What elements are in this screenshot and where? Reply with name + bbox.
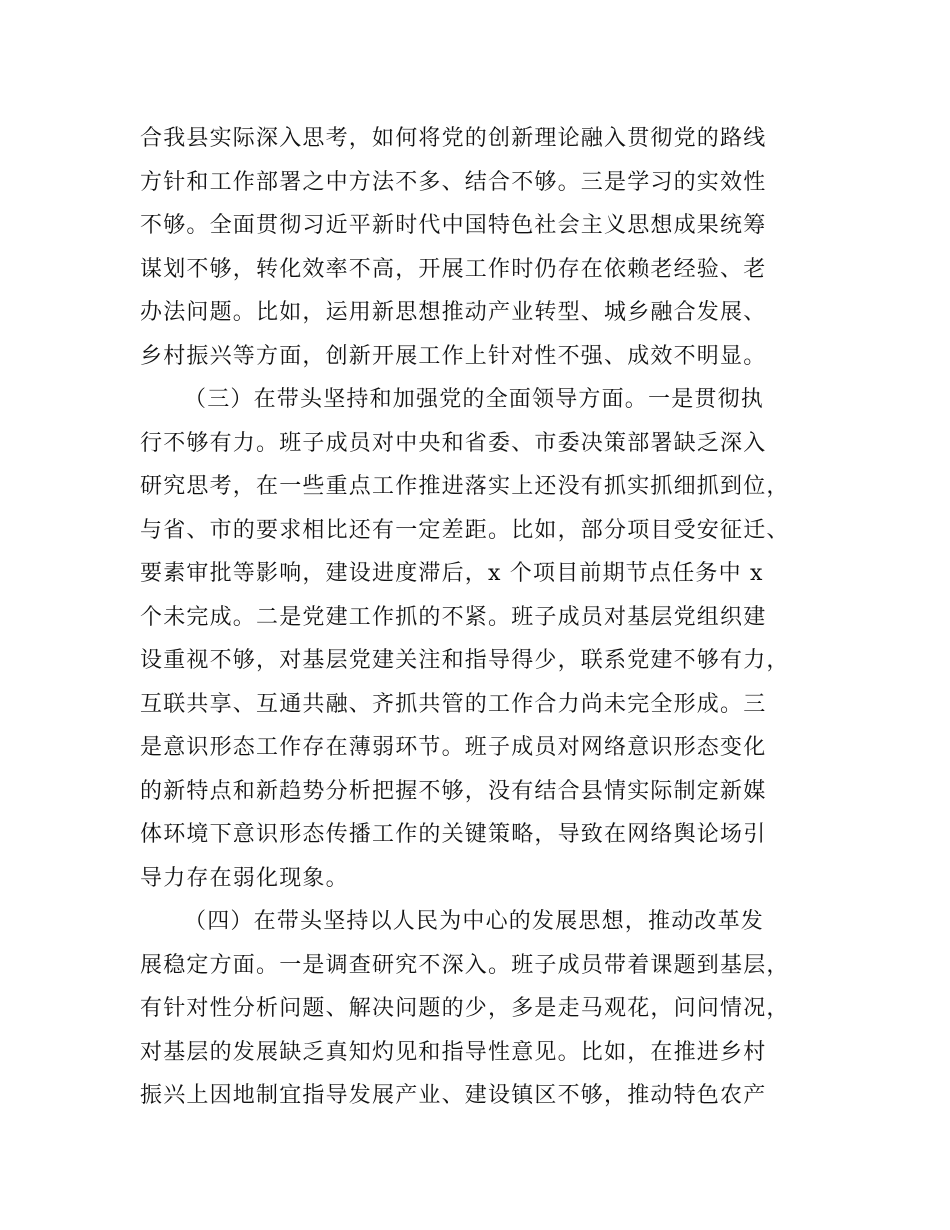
text-line: 体环境下意识形态传播工作的关键策略，导致在网络舆论场引 — [140, 822, 767, 847]
text-line: 对基层的发展缺乏真知灼见和指导性意见。比如，在推进乡村 — [140, 1039, 767, 1065]
section-heading-line: （四）在带头坚持以人民为中心的发展思想，推动改革发 — [184, 909, 765, 934]
text-line: 合我县实际深入思考，如何将党的创新理论融入贯彻党的路线 — [140, 126, 767, 151]
text-line: 研究思考，在一些重点工作推进落实上还没有抓实抓细抓到位， — [140, 474, 790, 499]
document-body — [140, 117, 840, 1118]
text-line: 互联共享、互通共融、齐抓共管的工作合力尚未完全形成。三 — [140, 691, 767, 717]
text-line: 设重视不够，对基层党建关注和指导得少，联系党建不够有力， — [140, 648, 790, 673]
text-line: 是意识形态工作存在薄弱环节。班子成员对网络意识形态变化 — [140, 735, 767, 760]
text-line: 行不够有力。班子成员对中央和省委、市委决策部署缺乏深入 — [140, 430, 767, 456]
text-line: 不够。全面贯彻习近平新时代中国特色社会主义思想成果统筹 — [140, 213, 767, 238]
text-line: 的新特点和新趋势分析把握不够，没有结合县情实际制定新媒 — [140, 778, 767, 804]
text-line: 谋划不够，转化效率不高，开展工作时仍存在依赖老经验、老 — [140, 256, 767, 282]
text-line: 与省、市的要求相比还有一定差距。比如，部分项目受安征迁、 — [140, 517, 790, 543]
section-heading-line: （三）在带头坚持和加强党的全面领导方面。一是贯彻执 — [184, 387, 765, 412]
text-line: 振兴上因地制宜指导发展产业、建设镇区不够，推动特色农产 — [140, 1083, 767, 1108]
text-line: 要素审批等影响，建设进度滞后，x 个项目前期节点任务中 x — [140, 561, 764, 586]
text-line: 办法问题。比如，运用新思想推动产业转型、城乡融合发展、 — [140, 300, 767, 325]
text-line: 有针对性分析问题、解决问题的少，多是走马观花，问问情况， — [140, 996, 790, 1021]
text-line: 展稳定方面。一是调查研究不深入。班子成员带着课题到基层， — [140, 952, 790, 978]
text-line: 方针和工作部署之中方法不多、结合不够。三是学习的实效性 — [140, 169, 767, 195]
text-line: 乡村振兴等方面，创新开展工作上针对性不强、成效不明显。 — [140, 343, 767, 369]
text-line: 导力存在弱化现象。 — [140, 865, 349, 891]
text-line: 个未完成。二是党建工作抓的不紧。班子成员对基层党组织建 — [140, 604, 767, 630]
